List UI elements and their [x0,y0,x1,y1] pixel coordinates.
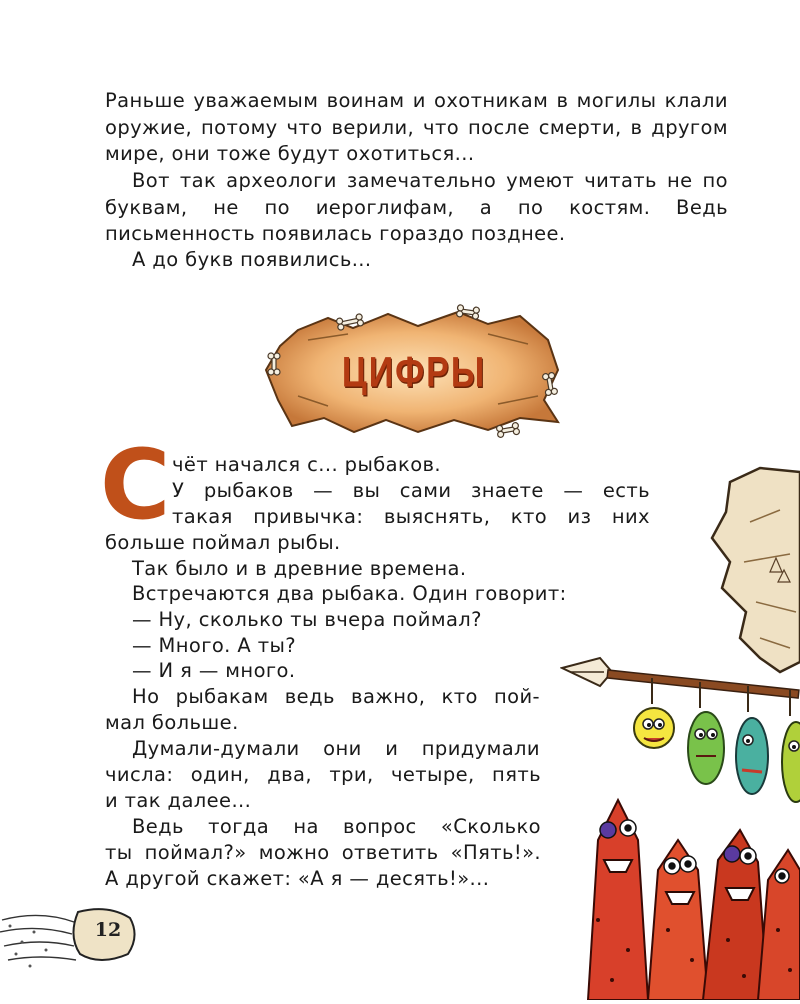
text-line-6: Встречаются два рыбака. Один говорит: [132,582,567,605]
text-line-11: мал больше. [105,711,239,734]
dialogue-line-2: — Много. А ты? [132,634,297,657]
red-creatures-illustration-icon [568,780,800,1000]
intro-paragraph-2: Вот так археологи замечательно умеют читать не по буквам, не по иероглифам, а по костям. Ведь письменность появилась гораздо позднее. [105,169,728,245]
text-line-15: Ведь тогда на вопрос «Сколько [132,815,541,838]
section-title: ЦИФРЫ [341,349,487,397]
text-line-5: Так было и в древние времена. [132,557,467,580]
text-line-16: ты поймал?» можно ответить «Пять!». [105,841,541,864]
intro-paragraph-1: Раньше уважаемым воинам и охотникам в могилы клали оружие, потому что верили, что после смерти, в другом мире, они тоже будут охотиться... [105,89,728,165]
page-number-decoration [0,880,160,1000]
text-line-17: А другой скажет: «А я — десять!»... [105,867,490,890]
text-line-2: У рыбаков — вы сами знаете — есть [172,479,650,502]
intro-paragraph-3: А до букв появились... [132,248,372,271]
text-line-14: и так далее... [105,789,252,812]
section-banner [258,300,570,440]
text-line-4: больше поймал рыбы. [105,531,341,554]
page-number: 12 [94,919,122,941]
text-line-3: такая привычка: выяснять, кто из них [172,505,650,528]
text-line-10: Но рыбакам ведь важно, кто пой- [132,685,540,708]
text-line-13: числа: один, два, три, четыре, пять [105,763,541,786]
text-line-1: чёт начался с... рыбаков. [172,453,442,476]
dialogue-line-1: — Ну, сколько ты вчера поймал? [132,608,482,631]
text-line-12: Думали-думали они и придумали [132,737,540,760]
stone-wheel-icon [0,880,160,1000]
drop-cap-letter: С [100,429,171,541]
parchment-map-illustration-icon [700,462,800,682]
dialogue-line-3: — И я — много. [132,659,296,682]
